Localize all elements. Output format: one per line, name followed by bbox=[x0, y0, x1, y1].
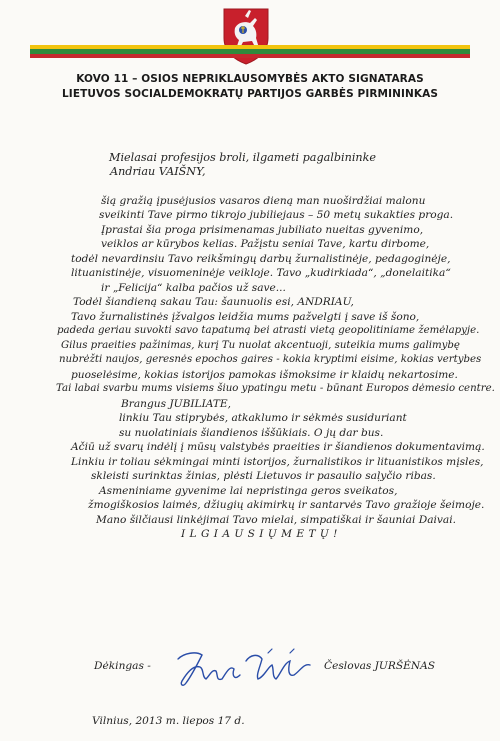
letter-line: I L G I A U S I Ų M E T Ų ! bbox=[181, 528, 338, 540]
letter-line: Andriau VAIŠNY, bbox=[110, 165, 206, 178]
letter-line: lituanistinėje, visuomeninėje veikloje. Tavo „kudirkiada“, „donelaitika“ bbox=[71, 267, 451, 279]
letter-line: sveikinti Tave pirmo tikrojo jubiliejaus – 50 metų sukakties proga. bbox=[99, 209, 454, 221]
letter-line: veiklos ar kūrybos kelias. Pažįstu seniai Tave, kartu dirbome, bbox=[101, 238, 430, 250]
letter-line: Ačiū už svarų indėlį į mūsų valstybės praeities ir šiandienos dokumentavimą. bbox=[71, 441, 485, 453]
letter-line: Mielasai profesijos broli, ilgameti pagalbininke bbox=[109, 151, 377, 164]
heading-line-1: KOVO 11 – OSIOS NEPRIKLAUSOMYBĖS AKTO SIGNATARAS bbox=[76, 73, 424, 85]
letter-line: Tai labai svarbu mums visiems šiuo ypatingu metu - būnant Europos dėmesio centre. bbox=[56, 383, 495, 394]
letter-line: Tavo žurnalistinės įžvalgos leidžia mums pažvelgti į save iš šono, bbox=[71, 311, 420, 323]
letter-line: Linkiu ir toliau sėkmingai minti istorijos, žurnalistikos ir lituanistikos mįsles, bbox=[71, 456, 484, 468]
place-date: Vilnius, 2013 m. liepos 17 d. bbox=[92, 715, 245, 727]
letter-line: Todėl šiandieną sakau Tau: šaunuolis esi, ANDRIAU, bbox=[73, 296, 354, 308]
letter-line: Brangus JUBILIATE, bbox=[121, 398, 231, 410]
signer-name: Česlovas JURŠĖNAS bbox=[324, 660, 436, 672]
letter-line: skleisti surinktas žinias, plėsti Lietuvos ir pasaulio saļyčio ribas. bbox=[91, 470, 436, 482]
signature-icon bbox=[172, 645, 322, 690]
letter-line: linkiu Tau stiprybės, atkaklumo ir sėkmės susiduriant bbox=[119, 412, 407, 424]
letter-line: todėl nevardinsiu Tavo reikšmingų darbų žurnalistinėje, pedagoginėje, bbox=[71, 253, 451, 265]
letter-line: Asmeniniame gyvenime lai nepristinga geros sveikatos, bbox=[99, 485, 398, 497]
letter-line: puoselėsime, kokias istorijos pamokas išmoksime ir klaidų nekartosime. bbox=[71, 369, 458, 381]
letter-line: Gilus praeities pažinimas, kurį Tu nuolat akcentuoji, suteikia mums galimybę bbox=[61, 340, 460, 351]
letter-line: žmogiškosios laimės, džiugių akimirkų ir santarvės Tavo gražioje šeimoje. bbox=[88, 499, 485, 511]
closing-text: Dėkingas - bbox=[94, 660, 151, 672]
letter-line: padeda geriau suvokti savo tapatumą bei atrasti vietą geopolitiniame žemėlapyje. bbox=[57, 325, 480, 336]
letter-line: nubrėžti naujos, geresnės epochos gaires - kokia kryptimi eisime, kokias vertybes bbox=[59, 354, 482, 365]
letter-line: šią gražią įpusėjusios vasaros dieną man nuoširdžiai malonu bbox=[101, 195, 426, 207]
letter-line: Įprastai šia proga prisimenamas jubiliato nueitas gyvenimo, bbox=[101, 224, 424, 236]
letter-line: ir „Felicija“ kalba pačios už save... bbox=[101, 282, 286, 294]
letter-line: Mano šilčiausi linkėjimai Tavo mielai, simpatiškai ir šauniai Daivai. bbox=[96, 514, 456, 526]
heading-line-2: LIETUVOS SOCIALDEMOKRATŲ PARTIJOS GARBĖS PIRMININKAS bbox=[62, 88, 438, 100]
letter-line: su nuolatiniais šiandienos iššūkiais. O jų dar bus. bbox=[119, 427, 384, 439]
